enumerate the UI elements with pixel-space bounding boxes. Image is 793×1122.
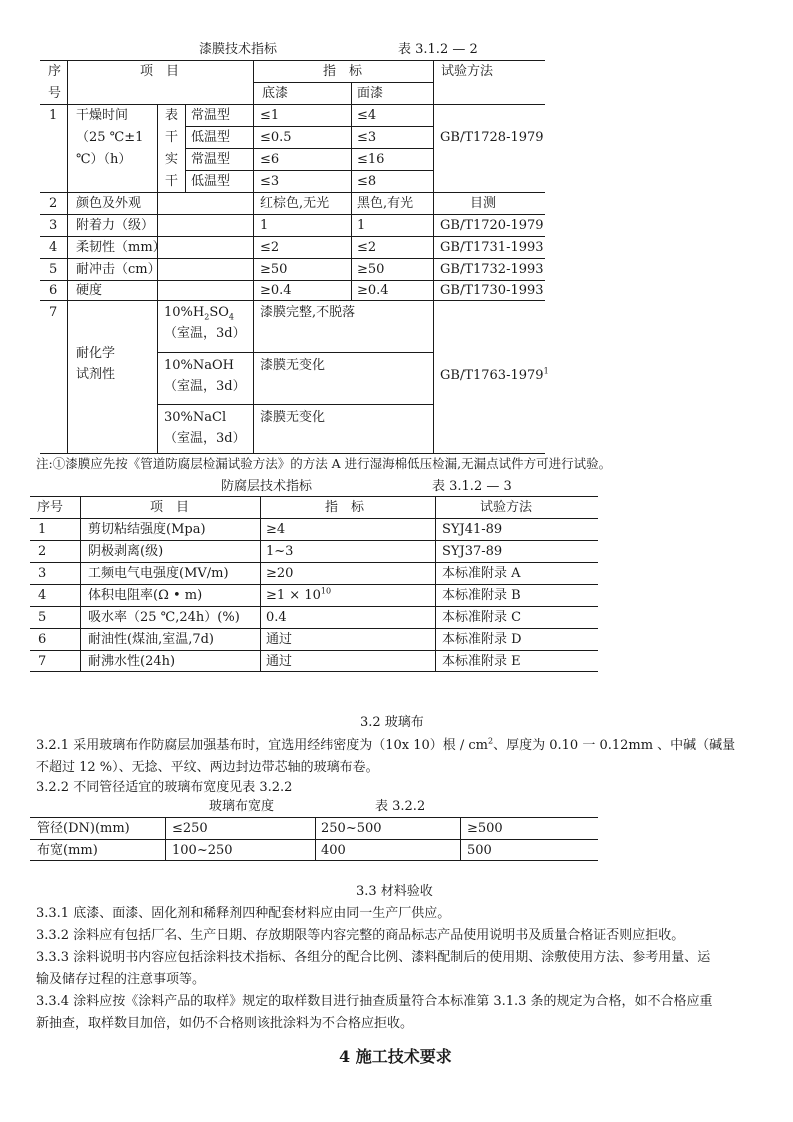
t1-row-seq: 6 (49, 283, 58, 298)
t1-header-seq-2: 号 (48, 86, 62, 101)
t2-row-seq: 2 (38, 544, 47, 559)
t2-row-method: SYJ41-89 (442, 522, 503, 537)
t1-row-seq: 5 (49, 262, 58, 277)
t1-header-method: 试验方法 (441, 64, 494, 79)
t1-row-method: GB/T1720-1979 (440, 218, 544, 233)
t2-row-method: 本标准附录 E (442, 654, 521, 669)
t1-r1-surf-1: 表 (165, 108, 179, 123)
section-3-3-para-3-line2: 输及储存过程的注意事项等。 (36, 972, 206, 987)
t1-header-item: 项 目 (140, 64, 180, 79)
t2-row-method: 本标准附录 C (442, 610, 522, 625)
t1-row-topcoat: ≥50 (357, 262, 385, 277)
t2-row-seq: 5 (38, 610, 47, 625)
t3-cell: 布宽(mm) (37, 843, 98, 858)
t1-r1-name-2: （25 ℃±1 (76, 130, 144, 145)
t1-r7-name-2: 试剂性 (76, 367, 116, 382)
t1-row-topcoat: 1 (357, 218, 366, 233)
section-3-3-para-2: 3.3.2 涂料应有包括厂名、生产日期、存放期限等内容完整的商品标志产品使用说明书及质量合格证否则应拒收。 (36, 928, 685, 943)
t2-row-seq: 7 (38, 654, 47, 669)
t2-row-seq: 6 (38, 632, 47, 647)
t1-row-method: 目测 (470, 196, 497, 211)
section-3-3-heading: 3.3 材料验收 (356, 884, 433, 899)
t1-r1-sub-type: 低温型 (191, 174, 231, 189)
t3-cell: 400 (321, 843, 346, 858)
t2-row-item: 阴极剥离(级) (88, 544, 164, 559)
t2-row-method: 本标准附录 D (442, 632, 522, 647)
table3-title: 玻璃布宽度 (209, 799, 275, 814)
table3-number: 表 3.2.2 (375, 799, 426, 814)
t1-r7-chem3-result: 漆膜无变化 (260, 410, 326, 425)
t1-r7-chem1-cond: （室温，3d） (164, 326, 246, 341)
t2-row-seq: 1 (38, 522, 47, 537)
t1-r1-sub-type: 常温型 (191, 152, 231, 167)
t2-header-indicator: 指 标 (325, 500, 365, 515)
chapter-4-heading: 4 施工技术要求 (339, 1047, 452, 1066)
t1-row-primer: ≥0.4 (260, 283, 292, 298)
t1-row-item: 柔韧性（mm） (76, 240, 166, 255)
section-3-3-para-4: 3.3.4 涂料应按《涂料产品的取样》规定的取样数目进行抽查质量符合本标准第 3.1.3 条的规定为合格，如不合格应重 (36, 994, 713, 1009)
section-3-2-heading: 3.2 玻璃布 (360, 715, 424, 730)
t1-r1-sub-primer: ≤6 (260, 152, 280, 167)
t1-r1-sub-topcoat: ≤4 (357, 108, 377, 123)
t1-header-primer: 底漆 (262, 86, 289, 101)
t3-cell: 100~250 (172, 843, 233, 858)
t1-r1-sub-topcoat: ≤8 (357, 174, 377, 189)
table1-number: 表 3.1.2 — 2 (398, 42, 478, 57)
t1-r7-chem2-cond: （室温，3d） (164, 379, 246, 394)
t1-r7-chem3-cond: （室温，3d） (164, 431, 246, 446)
t1-row-primer: ≥50 (260, 262, 288, 277)
t1-row-item: 硬度 (76, 283, 103, 298)
t1-r7-chem2-result: 漆膜无变化 (260, 358, 326, 373)
t1-row-seq: 2 (49, 196, 58, 211)
t1-row-topcoat: ≤2 (357, 240, 377, 255)
t2-row-method: 本标准附录 A (442, 566, 521, 581)
t2-row-item: 吸水率（25 ℃,24h）(%) (88, 610, 240, 625)
section-3-2-para-1: 3.2.1 采用玻璃布作防腐层加强基布时，宜选用经纬密度为（10x 10）根 / $cm^2$、厚度为 0.10 一 0.12mm 、中碱（碱量 (36, 736, 736, 753)
t1-r1-surf-2: 干 (165, 130, 179, 145)
section-3-3-para-3: 3.3.3 涂料说明书内容应包括涂料技术指标、各组分的配合比例、漆料配制后的使用期、涂敷使用方法、参考用量、运 (36, 950, 711, 965)
t1-r7-seq: 7 (49, 305, 58, 320)
t1-header-seq: 序 (48, 64, 62, 79)
t2-row-method: SYJ37-89 (442, 544, 503, 559)
t2-row-item: 体积电阻率(Ω • m) (88, 588, 203, 603)
t1-row-item: 耐冲击（cm） (76, 262, 161, 277)
t1-r7-name-1: 耐化学 (76, 346, 116, 361)
t2-row-item: 耐油性(煤油,室温,7d) (88, 632, 215, 647)
t2-header-item: 项 目 (150, 500, 190, 515)
t2-row-indicator: ≥20 (266, 566, 294, 581)
t1-row-item: 附着力（级） (76, 218, 155, 233)
t1-r1-sub-type: 低温型 (191, 130, 231, 145)
section-3-2-para-2: 3.2.2 不同管径适宜的玻璃布宽度见表 3.2.2 (36, 780, 293, 795)
t2-row-method: 本标准附录 B (442, 588, 521, 603)
t1-r1-sub-primer: ≤0.5 (260, 130, 292, 145)
t2-row-indicator: 通过 (266, 654, 293, 669)
table2-title: 防腐层技术指标 (221, 479, 313, 494)
t3-cell: 管径(DN)(mm) (37, 821, 130, 836)
t1-r1-sub-topcoat: ≤3 (357, 130, 377, 145)
table2-number: 表 3.1.2 — 3 (432, 479, 512, 494)
t1-r7-chem2: 10%NaOH (164, 358, 235, 373)
t1-row-primer: 1 (260, 218, 269, 233)
section-3-3-para-1: 3.3.1 底漆、面漆、固化剂和稀释剂四种配套材料应由同一生产厂供应。 (36, 906, 451, 921)
t1-r1-sub-topcoat: ≤16 (357, 152, 385, 167)
t3-cell: 250~500 (321, 821, 382, 836)
t1-r7-chem1: $10\%H_2SO_4$ (164, 305, 234, 322)
t3-cell: ≥500 (467, 821, 503, 836)
t1-r1-solid-1: 实 (165, 152, 179, 167)
t1-row-method: GB/T1732-1993 (440, 262, 544, 277)
t1-row-method: GB/T1731-1993 (440, 240, 544, 255)
t1-row-seq: 3 (49, 218, 58, 233)
t1-r1-solid-2: 干 (165, 174, 179, 189)
t2-row-item: 耐沸水性(24h) (88, 654, 176, 669)
table1-note: 注:①漆膜应先按《管道防腐层检漏试验方法》的方法 A 进行湿海棉低压检漏,无漏点试件方可进行试验。 (36, 456, 612, 471)
t1-r7-method: GB/T1763-1979$^1$ (440, 366, 549, 383)
section-3-2-para-1-line2: 不超过 12 %）、无捻、平纹、两边封边带芯轴的玻璃布卷。 (36, 760, 379, 775)
t1-r1-method: GB/T1728-1979 (440, 130, 544, 145)
t1-row-method: GB/T1730-1993 (440, 283, 544, 298)
t1-r1-sub-primer: ≤3 (260, 174, 280, 189)
t1-row-primer: 红棕色,无光 (260, 196, 330, 211)
t1-row-primer: ≤2 (260, 240, 280, 255)
t2-row-seq: 4 (38, 588, 47, 603)
t2-row-item: 剪切粘结强度(Mpa) (88, 522, 206, 537)
t1-row-seq: 4 (49, 240, 58, 255)
t1-header-indicator: 指 标 (323, 64, 363, 79)
t1-r7-chem3: 30%NaCl (164, 410, 227, 425)
t1-r1-seq: 1 (49, 108, 58, 123)
t1-r7-chem1-result: 漆膜完整,不脱落 (260, 305, 356, 320)
t2-row-indicator: 通过 (266, 632, 293, 647)
t2-row-indicator: $\ge 1 \times 10^{10}$ (266, 586, 332, 603)
t2-row-seq: 3 (38, 566, 47, 581)
t1-row-topcoat: ≥0.4 (357, 283, 389, 298)
t1-r1-name-1: 干燥时间 (76, 108, 129, 123)
section-3-3-para-4-line2: 新抽查，取样数目加倍，如仍不合格则该批涂料为不合格应拒收。 (36, 1016, 414, 1031)
t1-row-item: 颜色及外观 (76, 196, 142, 211)
t2-row-item: 工频电气电强度(MV/m) (88, 566, 229, 581)
t1-r1-sub-primer: ≤1 (260, 108, 280, 123)
t1-r1-sub-type: 常温型 (191, 108, 231, 123)
t2-header-seq: 序号 (37, 500, 64, 515)
t1-r1-name-3: ℃）（h） (76, 152, 132, 167)
t2-header-method: 试验方法 (480, 500, 533, 515)
t2-row-indicator: 1~3 (266, 544, 294, 559)
t2-row-indicator: ≥4 (266, 522, 286, 537)
t3-cell: 500 (467, 843, 492, 858)
t1-row-topcoat: 黑色,有光 (357, 196, 414, 211)
t3-cell: ≤250 (172, 821, 208, 836)
table1-title: 漆膜技术指标 (199, 42, 278, 57)
t2-row-indicator: 0.4 (266, 610, 287, 625)
t1-header-topcoat: 面漆 (357, 86, 384, 101)
